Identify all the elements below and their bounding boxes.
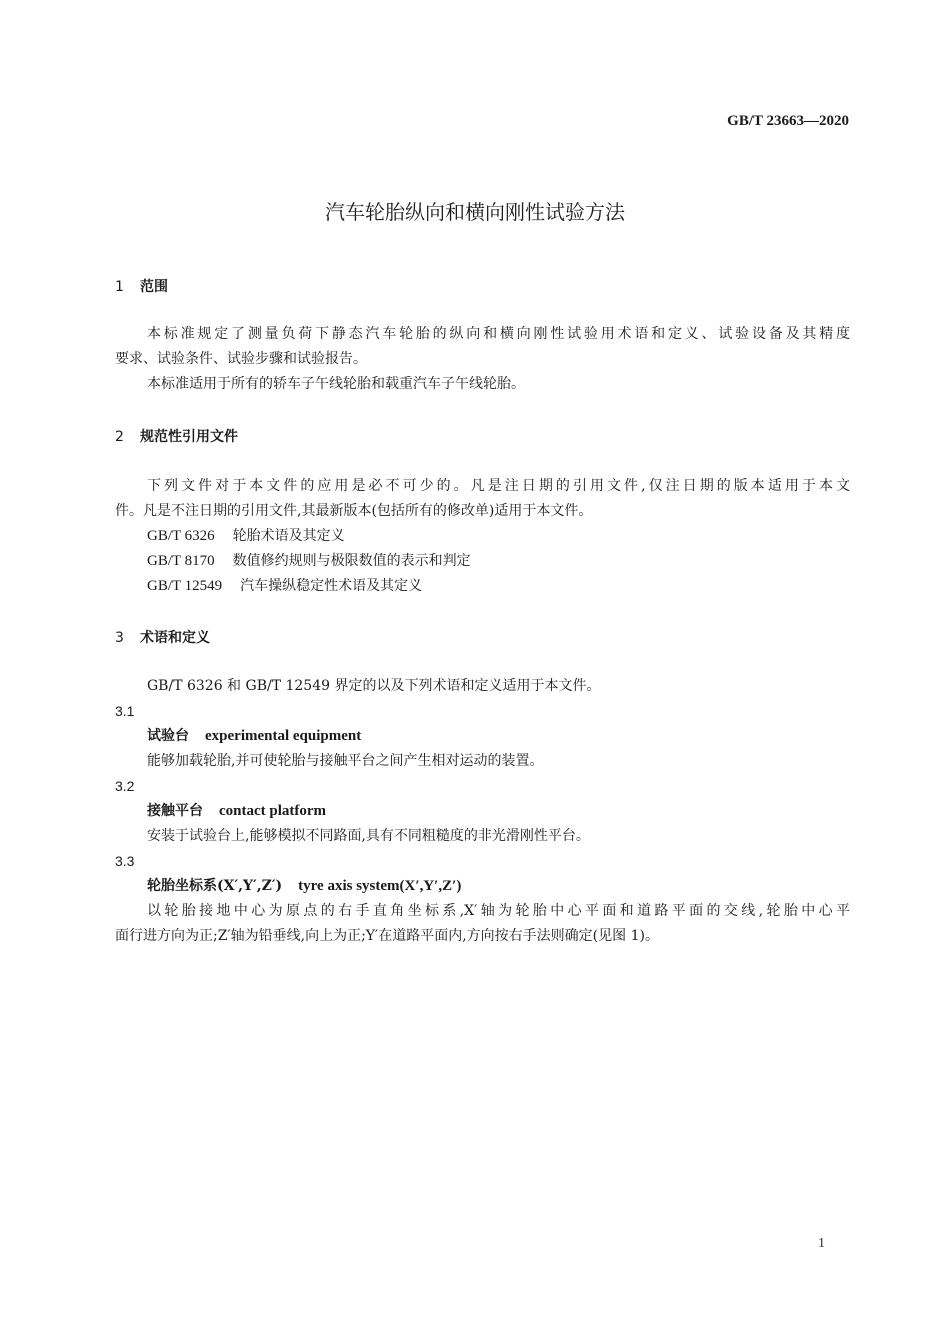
term-en: tyre axis system(X′,Y′,Z′) (298, 878, 462, 894)
reference-code: GB/T 6326 (147, 528, 215, 544)
term-heading (147, 799, 326, 824)
section-title: 范围 (140, 279, 168, 295)
section-heading-scope (115, 276, 168, 296)
paragraph: 本标准适用于所有的轿车子午线轮胎和载重汽车子午线轮胎。 (147, 376, 525, 392)
term-en: contact platform (219, 803, 327, 819)
term-number: 3.1 (115, 703, 135, 719)
term-definition: 安装于试验台上,能够模拟不同路面,具有不同粗糙度的非光滑刚性平台。 (147, 828, 590, 844)
term-number: 3.2 (115, 778, 135, 794)
paragraph: GB/T 6326 和 GB/T 12549 界定的以及下列术语和定义适用于本文件。 (147, 678, 601, 694)
term-en: experimental equipment (205, 728, 362, 744)
page-number: 1 (818, 1236, 825, 1251)
paragraph-line: 下列文件对于本文件的应用是必不可少的。凡是注日期的引用文件,仅注日期的版本适用于本文 (147, 478, 850, 494)
paragraph-line: 本标准规定了测量负荷下静态汽车轮胎的纵向和横向刚性试验用术语和定义、试验设备及其精度 (147, 326, 850, 342)
section-heading-terms (115, 627, 210, 647)
term-number: 3.3 (115, 853, 135, 869)
term-definition-line: 面行进方向为正;Z′轴为铅垂线,向上为正;Y′在道路平面内,方向按右手法则确定(见图 1)。 (115, 928, 659, 944)
reference-title: 数值修约规则与极限数值的表示和判定 (232, 553, 471, 569)
section-number: 2 (115, 429, 124, 445)
section-title: 规范性引用文件 (140, 429, 238, 445)
section-title: 术语和定义 (140, 630, 210, 646)
section-number: 3 (115, 630, 124, 646)
reference-item (147, 524, 345, 549)
section-number: 1 (115, 279, 124, 295)
reference-code: GB/T 8170 (147, 553, 215, 569)
paragraph-line: 要求、试验条件、试验步骤和试验报告。 (115, 351, 367, 367)
term-heading (147, 724, 361, 749)
reference-title: 轮胎术语及其定义 (232, 528, 345, 544)
reference-title: 汽车操纵稳定性术语及其定义 (240, 578, 423, 594)
term-heading (147, 874, 461, 899)
reference-item (147, 574, 422, 599)
term-zh: 试验台 (147, 728, 189, 744)
reference-code: GB/T 12549 (147, 578, 223, 594)
term-definition: 能够加载轮胎,并可使轮胎与接触平台之间产生相对运动的装置。 (147, 753, 544, 769)
standard-number: GB/T 23663—2020 (727, 113, 849, 129)
document-title: 汽车轮胎纵向和横向刚性试验方法 (325, 200, 625, 224)
term-zh: 轮胎坐标系(X′,Y′,Z′) (147, 878, 283, 894)
term-definition-line: 以轮胎接地中心为原点的右手直角坐标系,X′轴为轮胎中心平面和道路平面的交线,轮胎中心平 (147, 903, 850, 919)
reference-item (147, 549, 471, 574)
term-zh: 接触平台 (147, 803, 203, 819)
paragraph-line: 件。凡是不注日期的引用文件,其最新版本(包括所有的修改单)适用于本文件。 (115, 503, 593, 519)
section-heading-normative-references (115, 426, 238, 446)
